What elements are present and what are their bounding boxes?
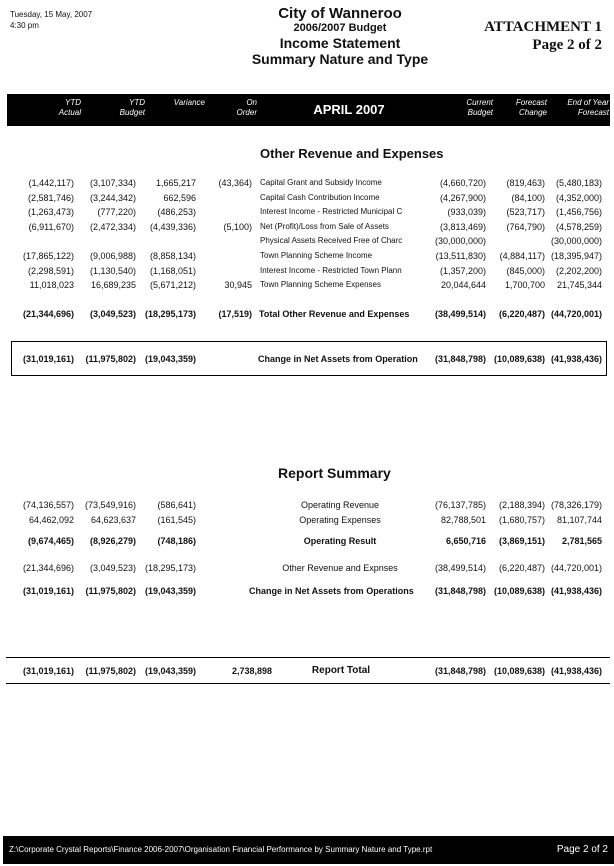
cell-label: Interest Income - Restricted Town Plann bbox=[260, 265, 402, 275]
report-month: APRIL 2007 bbox=[313, 102, 385, 117]
cell-on-order: 30,945 bbox=[224, 280, 252, 291]
cell-label: Interest Income - Restricted Municipal C bbox=[260, 207, 403, 217]
cell-ytd-actual: (1,263,473) bbox=[27, 207, 74, 218]
cell-variance: 1,665,217 bbox=[155, 178, 196, 188]
cell-forecast-change: (84,100) bbox=[511, 192, 545, 203]
cell-eoy-forecast: (18,395,947) bbox=[550, 251, 602, 261]
page-indicator: Page 2 of 2 bbox=[532, 37, 602, 53]
cell-ytd-actual: (17,865,122) bbox=[22, 251, 74, 261]
cell-variance: (4,439,336) bbox=[149, 221, 196, 232]
cell-ytd-budget: (1,130,540) bbox=[89, 265, 136, 276]
cell-label: Physical Assets Received Free of Charc bbox=[260, 236, 403, 246]
cell-current-budget: (933,039) bbox=[447, 207, 486, 218]
cell-label: Operating Expenses bbox=[299, 515, 381, 525]
cell-current-budget: (30,000,000) bbox=[434, 236, 486, 247]
cell-label: Town Planning Scheme Income bbox=[260, 251, 373, 260]
cell-forecast-change: (819,463) bbox=[506, 178, 545, 188]
cell-current-budget: (4,267,900) bbox=[439, 192, 486, 203]
column-header-bar bbox=[7, 94, 610, 126]
cell-current-budget: 20,044,644 bbox=[440, 280, 486, 291]
cell-current-budget: (76,137,785) bbox=[434, 500, 486, 510]
col-forecast-change: Forecast Change bbox=[515, 98, 547, 117]
cell-variance: (5,671,212) bbox=[149, 280, 196, 291]
cell-ytd-budget: (73,549,916) bbox=[84, 500, 136, 510]
cell-forecast-change: 1,700,700 bbox=[504, 280, 545, 291]
cell-current-budget: (13,511,830) bbox=[435, 251, 486, 261]
col-variance: Variance bbox=[173, 98, 205, 107]
cell-label: Capital Grant and Subsidy Income bbox=[260, 178, 382, 187]
col-ytd-budget: YTD Budget bbox=[119, 98, 145, 117]
cell-current-budget: 82,788,501 bbox=[440, 515, 486, 525]
cell-forecast-change: (764,790) bbox=[506, 221, 545, 232]
cell-eoy-forecast: (1,456,756) bbox=[555, 207, 602, 218]
cell-ytd-budget: (3,107,334) bbox=[89, 178, 136, 188]
col-current-budget: Current Budget bbox=[466, 98, 493, 117]
col-on-order: On Order bbox=[236, 98, 257, 117]
cell-ytd-budget: 64,623,637 bbox=[90, 515, 136, 525]
cell-label: Town Planning Scheme Expenses bbox=[260, 280, 381, 290]
cell-eoy-forecast: (5,480,183) bbox=[555, 178, 602, 188]
table-row bbox=[0, 220, 614, 234]
cell-ytd-budget: (9,006,988) bbox=[89, 251, 136, 261]
table-row bbox=[0, 191, 614, 205]
attachment-label: ATTACHMENT 1 bbox=[484, 19, 602, 35]
table-row bbox=[0, 205, 614, 219]
table-row bbox=[0, 498, 614, 512]
cell-current-budget: (3,813,469) bbox=[439, 221, 486, 232]
table-row bbox=[0, 513, 614, 527]
budget-year: 2006/2007 Budget bbox=[293, 22, 387, 34]
cell-ytd-actual: 64,462,092 bbox=[28, 515, 74, 525]
statement-title: Income Statement bbox=[279, 35, 401, 51]
print-date: Tuesday, 15 May, 2007 bbox=[10, 10, 93, 19]
cell-on-order: (43,364) bbox=[218, 178, 252, 188]
cell-ytd-budget: 16,689,235 bbox=[90, 280, 136, 291]
table-row bbox=[0, 176, 614, 190]
cell-ytd-budget: (3,244,342) bbox=[89, 192, 136, 203]
report-summary-title: Report Summary bbox=[278, 465, 391, 481]
cell-eoy-forecast: 21,745,344 bbox=[556, 280, 602, 291]
cell-variance: (586,641) bbox=[157, 500, 196, 510]
col-eoy-forecast: End of Year Forecast bbox=[567, 98, 609, 117]
cell-eoy-forecast: (30,000,000) bbox=[550, 236, 602, 247]
cell-current-budget: (4,660,720) bbox=[439, 178, 486, 188]
report-footer bbox=[3, 836, 614, 864]
other-revenue-title: Other Revenue and Expenses bbox=[260, 146, 444, 161]
cell-variance: (8,858,134) bbox=[149, 251, 196, 261]
cell-forecast-change: (2,188,394) bbox=[498, 500, 545, 510]
cell-eoy-forecast: (78,326,179) bbox=[550, 500, 602, 510]
statement-subtitle: Summary Nature and Type bbox=[251, 51, 429, 67]
other-revenue-total-row: (21,344,696) (3,049,523) (18,295,173) (17,519) Total Other Revenue and Expenses (38,499,514) (6,220,487) (44,720,001) bbox=[22, 309, 602, 319]
cell-ytd-actual: (74,136,557) bbox=[22, 500, 74, 510]
cell-label: Net (Profit)/Loss from Sale of Assets bbox=[260, 221, 389, 231]
cell-forecast-change: (4,884,117) bbox=[499, 251, 545, 261]
cell-ytd-actual: (2,298,591) bbox=[27, 265, 74, 276]
cell-eoy-forecast: (4,578,259) bbox=[555, 221, 602, 232]
footer-page-indicator: Page 2 of 2 bbox=[556, 844, 608, 855]
operating-result-row: (9,674,465) (8,926,279) (748,186) Operating Result 6,650,716 (3,869,151) 2,781,565 bbox=[27, 536, 602, 546]
cell-variance: (1,168,051) bbox=[149, 265, 196, 276]
cell-label: Capital Cash Contribution Income bbox=[260, 192, 380, 202]
attachment-block bbox=[484, 18, 602, 54]
cell-forecast-change: (1,680,757) bbox=[498, 515, 545, 525]
cell-variance: 662,596 bbox=[163, 192, 196, 203]
cell-forecast-change: (523,717) bbox=[506, 207, 545, 218]
other-revenue-summary-row: (21,344,696) (3,049,523) (18,295,173) Other Revenue and Expnses (38,499,514) (6,220,487) (44,720,001) bbox=[22, 563, 602, 573]
net-assets-summary-row: (31,019,161) (11,975,802) (19,043,359) Change in Net Assets from Operations (31,848,798) (10,089,638) (41,938,436) bbox=[22, 586, 602, 596]
cell-variance: (486,253) bbox=[157, 207, 196, 218]
table-row bbox=[0, 234, 614, 248]
cell-ytd-budget: (2,472,334) bbox=[89, 221, 136, 232]
cell-eoy-forecast: 81,107,744 bbox=[556, 515, 602, 525]
report-title-block bbox=[230, 6, 450, 68]
cell-on-order: (5,100) bbox=[223, 221, 252, 232]
cell-current-budget: (1,357,200) bbox=[439, 265, 486, 276]
cell-eoy-forecast: (2,202,200) bbox=[555, 265, 602, 276]
report-total-row: (31,019,161) (11,975,802) (19,043,359) 2,738,898 Report Total (31,848,798) (10,089,638) (41,938,436) bbox=[22, 665, 602, 676]
table-row bbox=[0, 264, 614, 278]
cell-label: Operating Revenue bbox=[300, 500, 380, 510]
print-date-block bbox=[10, 9, 92, 31]
print-time: 4:30 pm bbox=[10, 21, 39, 30]
cell-eoy-forecast: (4,352,000) bbox=[555, 192, 602, 203]
cell-ytd-actual: (1,442,117) bbox=[28, 178, 74, 188]
table-row bbox=[0, 278, 614, 292]
cell-ytd-actual: 11,018,023 bbox=[29, 280, 74, 291]
net-assets-row: (31,019,161) (11,975,802) (19,043,359) Change in Net Assets from Operation (31,848,798) (10,089,638) (41,938,436) bbox=[22, 354, 602, 364]
cell-variance: (161,545) bbox=[157, 515, 196, 525]
report-file-path: Z:\Corporate Crystal Reports\Finance 2006-2007\Organisation Financial Performance by Summary Nature and Type.rpt bbox=[9, 845, 433, 854]
cell-forecast-change: (845,000) bbox=[506, 265, 545, 276]
cell-ytd-budget: (777,220) bbox=[97, 207, 136, 218]
col-ytd-actual: YTD Actual bbox=[58, 98, 81, 117]
table-row bbox=[0, 249, 614, 263]
cell-ytd-actual: (2,581,746) bbox=[27, 192, 74, 203]
city-name: City of Wanneroo bbox=[278, 5, 402, 22]
cell-ytd-actual: (6,911,670) bbox=[28, 221, 74, 232]
